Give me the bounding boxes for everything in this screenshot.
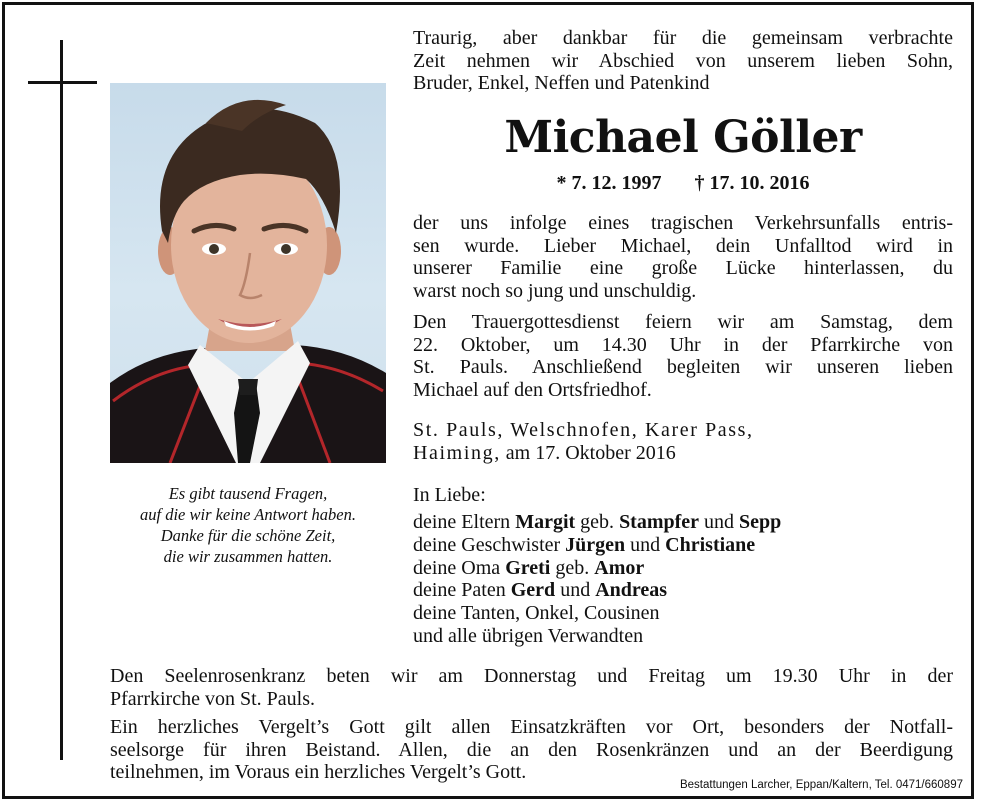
portrait-photo <box>110 83 386 463</box>
cross-icon <box>60 40 63 760</box>
family-name: Margit <box>515 511 576 533</box>
paragraph-thanks <box>110 716 953 784</box>
family-name: Greti <box>505 556 551 579</box>
quote-line: auf die wir keine Antwort haben. <box>139 505 356 524</box>
deceased-name: Michael Göller <box>504 112 862 163</box>
text-line: Ein herzliches Vergelt’s Gott gilt allen Einsatzkräften vor Ort, besonders der Notfall- <box>110 716 953 738</box>
family-godparents <box>413 579 863 602</box>
paragraph-accident <box>413 212 953 302</box>
text-line: Michael auf den Ortsfriedhof. <box>413 378 652 401</box>
life-dates <box>413 171 953 195</box>
text-line: seelsorge für ihren Beistand. Allen, die an den Rosenkränzen und an der Beerdigung <box>110 738 953 761</box>
paragraph-service <box>413 311 953 401</box>
family-name: Andreas <box>595 579 668 602</box>
family-parents <box>413 511 863 534</box>
paragraph-rosary <box>110 665 953 710</box>
quote-line: die wir zusammen hatten. <box>163 547 333 566</box>
family-others: und alle übrigen Verwandten <box>413 624 644 647</box>
place-town: Haiming, <box>413 441 501 464</box>
family-list <box>413 511 863 648</box>
quote-line: Danke für die schöne Zeit, <box>160 526 336 545</box>
family-name: Jürgen <box>565 533 626 556</box>
family-name: Amor <box>594 556 645 579</box>
undertaker-credit: Bestattungen Larcher, Eppan/Kaltern, Tel. 0471/660897 <box>679 779 963 791</box>
text-line: St. Pauls. Anschließend begleiten wir unseren lieben <box>413 356 953 379</box>
cross-icon-bar <box>28 81 97 84</box>
text-line: sen wurde. Lieber Michael, dein Unfalltod wird in <box>413 234 953 257</box>
family-name: Gerd <box>510 579 556 602</box>
text-line: 22. Oktober, um 14.30 Uhr in der Pfarrkirche von <box>413 333 953 356</box>
family-text: und <box>555 579 596 602</box>
family-name: Sepp <box>739 511 782 533</box>
text-line: Traurig, aber dankbar für die gemeinsam verbrachte <box>413 27 953 49</box>
quote-line: Es gibt tausend Fragen, <box>168 484 328 503</box>
family-grandmother <box>413 557 863 580</box>
family-text: deine Geschwister <box>413 533 566 556</box>
place-date <box>413 419 833 464</box>
place-line: St. Pauls, Welschnofen, Karer Pass, <box>413 419 754 441</box>
family-name: Stampfer <box>619 511 700 533</box>
family-name: Christiane <box>665 533 756 556</box>
family-relatives: deine Tanten, Onkel, Cousinen <box>413 602 660 625</box>
family-text: deine Paten <box>413 579 511 602</box>
death-date: † 17. 10. 2016 <box>694 172 810 194</box>
place-date-text: am 17. Oktober 2016 <box>500 441 676 464</box>
family-siblings <box>413 534 863 557</box>
text-line: warst noch so jung und unschuldig. <box>413 279 697 302</box>
text-line: der uns infolge eines tragischen Verkehrsunfalls entris- <box>413 212 953 234</box>
family-text: deine Oma <box>413 556 506 579</box>
family-text: und <box>625 533 666 556</box>
intro-text <box>413 27 953 95</box>
text-line: Den Seelenrosenkranz beten wir am Donnerstag und Freitag um 19.30 Uhr in der <box>110 665 953 687</box>
birth-date: * 7. 12. 1997 <box>556 172 662 194</box>
quote <box>110 483 386 567</box>
text-line: Den Trauergottesdienst feiern wir am Samstag, dem <box>413 311 953 333</box>
family-text: geb. <box>550 556 595 579</box>
text-line: unserer Familie eine große Lücke hinterlassen, du <box>413 257 953 280</box>
family-text: geb. <box>575 511 620 533</box>
in-liebe-heading: In Liebe: <box>413 484 486 506</box>
text-line: Bruder, Enkel, Neffen und Patenkind <box>413 72 710 95</box>
family-text: und <box>699 511 740 533</box>
text-line: Zeit nehmen wir Abschied von unserem lieben Sohn, <box>413 49 953 72</box>
text-line: teilnehmen, im Voraus ein herzliches Vergelt’s Gott. <box>110 761 527 784</box>
text-line: Pfarrkirche von St. Pauls. <box>110 687 315 710</box>
family-text: deine Eltern <box>413 511 516 533</box>
